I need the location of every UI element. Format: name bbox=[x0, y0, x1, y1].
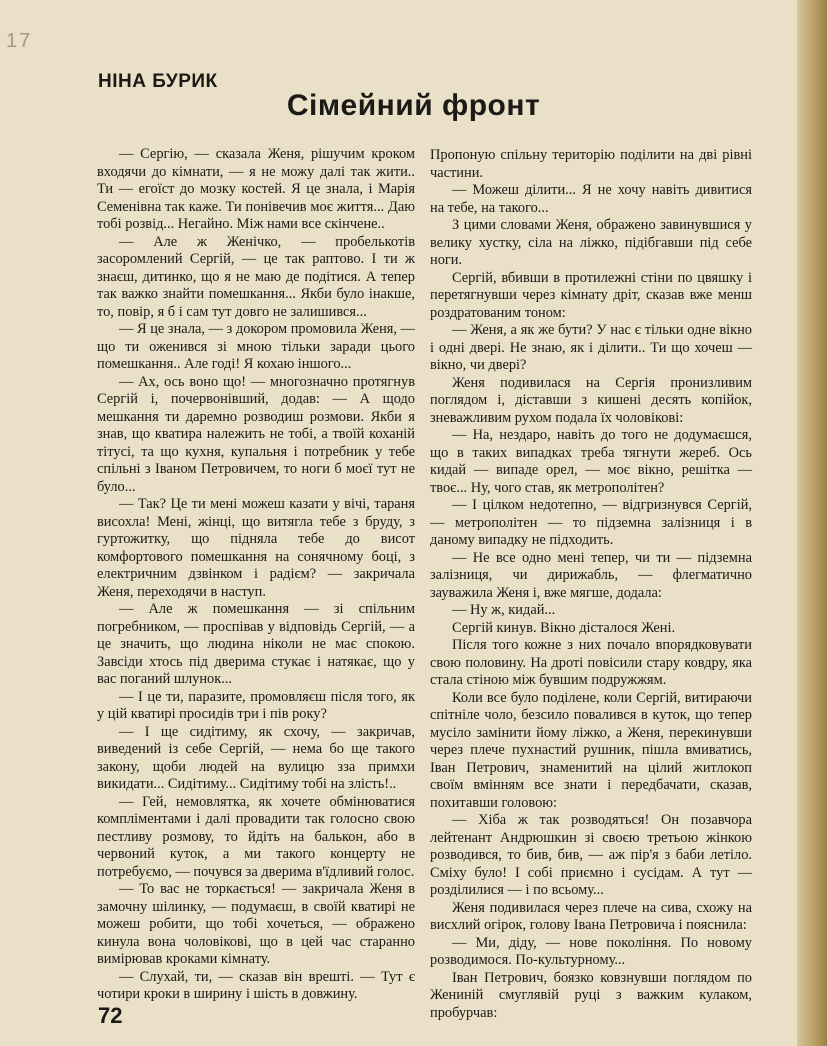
paragraph: Коли все було поділене, коли Сергій, витираючи спітніле чоло, безсило повалився в куток, що тепер мусіло замінити йому ліжко, а Женя, перекинувши через плече пухнастий рушник, пішла вмиватись, Іван Петрович, знаменитий на цілий житлокоп своїм вмінням все знати і передбачати, сказав, похитавши головою: bbox=[430, 689, 752, 811]
corner-mark: 17 bbox=[6, 30, 33, 52]
paragraph: Після того кожне з них почало впорядковувати свою половину. На дроті повісили стару ковдру, яка стала стіною між бувшим подружжям. bbox=[430, 637, 752, 688]
paragraph: — Хіба ж так розводяться! Он позавчора лейтенант Андрюшкин зі своєю третьою жінкою розводився, то бив, бив, — аж пір'я з баби летіло. Сміху було! І собі приємно і сусідам. А тут — розділилися — і по всьому... bbox=[430, 812, 752, 898]
article-title: Сімейний фронт bbox=[286, 89, 541, 122]
paragraph: — Не все одно мені тепер, чи ти — підземна залізниця, чи дирижабль, — флегматично зауважила Женя і, вже мягше, додала: bbox=[430, 549, 752, 601]
right-column bbox=[430, 147, 752, 1022]
paragraph: З цими словами Женя, ображено завинувшися у велику хустку, сіла на ліжко, підібгавши під себе ноги. bbox=[430, 217, 752, 268]
paragraph: Женя подивилася через плече на сива, схожу на висхлий огірок, голову Івана Петровича і пояснила: bbox=[430, 899, 752, 933]
paragraph: Сергій кинув. Вікно дісталося Жені. bbox=[452, 619, 676, 636]
left-column bbox=[97, 146, 415, 1004]
paragraph: — Сергію, — сказала Женя, рішучим кроком входячи до кімнати, — я не можу далі так жити.. Ти — егоїст до мозку костей. Я це знала, і Марія Семенівна так каже. Ти понівечив моє життя... Даю тобі розвід... Негайно. Між нами все скінчене.. bbox=[97, 146, 415, 232]
paragraph: — Ах, ось воно що! — многозначно протягнув Сергій і, почервонівший, додав: — А щодо мешкання ти даремно розводиш розмови. Якби я знав, що кватира належить не тобі, а твоїй коханій тітусі, та що кухня, купальня і потребник у тебе спільні з Іваном Петровичем, то ноги б моєї тут не було... bbox=[97, 373, 415, 495]
paragraph: — І цілком недотепно, — відгризнувся Сергій, — метрополітен — то підземна залізниця і в даному випадку не підходить. bbox=[430, 497, 752, 548]
paragraph: — І ще сидітиму, як схочу, — закричав, виведений із себе Сергій, — нема бо ще такого закону, щоби людей на вулицю зза примхи викидати... Сидітиму... Сидітиму тобі на злість!.. bbox=[97, 723, 415, 792]
paragraph: — Але ж Женічко, — пробелькотів засоромлений Сергій, — це так раптово. І ти ж знаєш, дитинко, що я не маю де подітися. А тепер так важко знайти помешкання... Якби було інакше, то, повір, я б і сам тут довго не залишився... bbox=[97, 233, 415, 320]
paragraph-continued: Пропоную спільну територію поділити на дві рівні частини. bbox=[430, 147, 752, 181]
paragraph: — Так? Це ти мені можеш казати у вічі, тараня висохла! Мені, жінці, що витягла тебе з бруду, з гуртожитку, що підняла тебе до висот комфортового помешкання на сонячному боці, з електричним дзвінком і радієм? — закричала Женя, переходячи в наступ. bbox=[97, 496, 415, 600]
paragraph: — Але ж помешкання — зі спільним погребником, — проспівав у відповідь Сергій, — а це значить, що людина ніколи не має спокою. Завсіди хтось під дверима стукає і натякає, що у вас поганий шлунок... bbox=[97, 601, 415, 687]
page-edge-shadow bbox=[797, 0, 827, 1046]
paragraph: — Женя, а як же бути? У нас є тільки одне вікно і одні двері. Не знаю, як і ділити.. Ти що хочеш — вікно, чи двері? bbox=[430, 322, 752, 373]
author-name: НІНА БУРИК bbox=[98, 71, 218, 92]
paragraph: Іван Петрович, боязко ковзнувши поглядом по Жениній смуглявій руці з важким кулаком, пробурчав: bbox=[430, 969, 752, 1021]
paragraph: — Слухай, ти, — сказав він врешті. — Тут є чотири кроки в ширину і шість в довжину. bbox=[97, 968, 415, 1002]
paragraph: — Ми, діду, — нове покоління. По новому розводимося. По-культурному... bbox=[430, 934, 752, 968]
paragraph: — Я це знала, — з докором промовила Женя, — що ти оженився зі мною тільки заради цього помешкання.. Але годі! Я кохаю іншого... bbox=[97, 321, 415, 372]
paragraph: — На, нездаро, навіть до того не додумаєшся, що в таких випадках треба тягнути жереб. Ось кидай — випаде орел, — моє вікно, решітка — твоє... Ну, чого став, як метрополітен? bbox=[430, 427, 752, 496]
paragraph: — Ну ж, кидай... bbox=[452, 602, 556, 618]
paragraph: Сергій, вбивши в протилежні стіни по цвяшку і перетягнувши через кімнату дріт, сказав вже менш роздратованим тоном: bbox=[430, 269, 752, 321]
paragraph: — То вас не торкається! — закричала Женя в замочну шілинку, — подумаєш, в своїй кватирі не можеш робити, що тобі хочеться, — ображено кинула вона чоловікові, що в цей час старанно вимірював кроками кімнату. bbox=[97, 881, 415, 967]
paragraph: Женя подивилася на Сергія пронизливим поглядом і, діставши з кишені десять копійок, зневажливим рухом подала їх чоловікові: bbox=[430, 374, 752, 426]
page-number: 72 bbox=[98, 1003, 123, 1028]
paragraph: — Гей, немовлятка, як хочете обмінюватися компліментами і далі провадити так голосно свою пестливу розмову, то йдіть на балькон, або в червоний куток, а ми такого концерту не потребуємо, — почувся за дверима в'їдливий голос. bbox=[97, 793, 415, 880]
paragraph: — Можеш ділити... Я не хочу навіть дивитися на тебе, на такого... bbox=[430, 182, 752, 216]
paragraph: — І це ти, паразите, промовляєш після того, як у цій кватирі просидів три і пів року? bbox=[97, 688, 415, 722]
